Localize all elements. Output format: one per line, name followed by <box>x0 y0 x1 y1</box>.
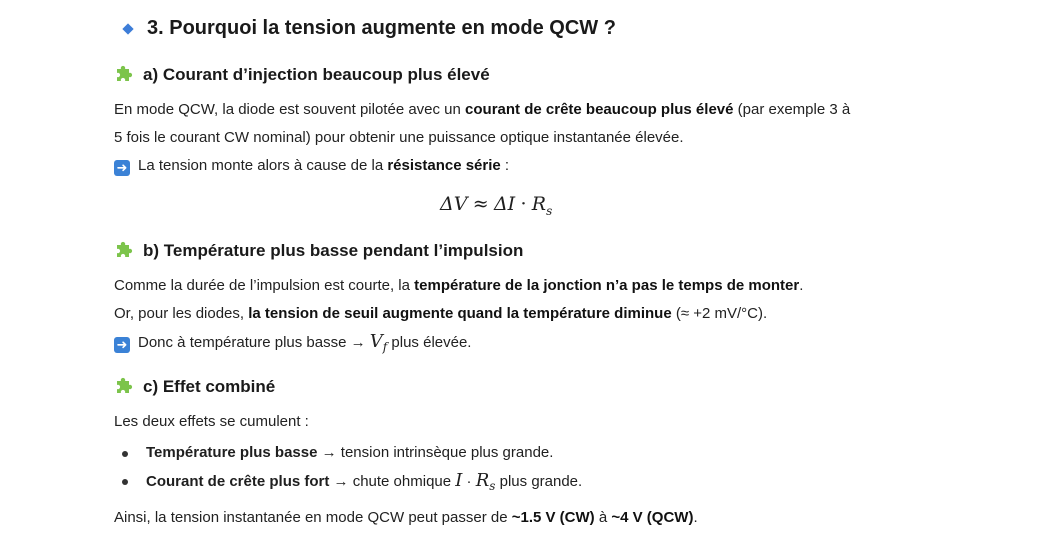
formula-delta-v: $\Delta V \approx \Delta I \cdot R_s$ <box>440 193 553 218</box>
paragraph-b-line3: ➜ Donc à température plus basse → $V_f$ plus élevée. <box>114 328 471 361</box>
heading-part-b: b) Température plus basse pendant l’impulsion <box>114 239 523 261</box>
paragraph-c-intro: Les deux effets se cumulent : <box>114 413 309 430</box>
puzzle-piece-icon <box>114 239 134 259</box>
paragraph-b-line1: Comme la durée de l’impulsion est courte, la température de la jonction n’a pas le temps de monter. <box>114 277 804 294</box>
heading-part-c: c) Effet combiné <box>114 375 275 397</box>
list-item: Température plus basse → tension intrinsèque plus grande. <box>114 439 582 467</box>
right-arrow-icon: ➜ <box>114 337 130 353</box>
paragraph-a-line3: ➜ La tension monte alors à cause de la résistance série : <box>114 152 509 180</box>
puzzle-piece-icon <box>114 375 134 395</box>
paragraph-b-line2: Or, pour les diodes, la tension de seuil augmente quand la température diminue (≈ +2 mV/°C). <box>114 305 768 322</box>
diamond-icon <box>122 23 133 34</box>
list-item: Courant de crête plus fort → chute ohmique $I \cdot R_s$ plus grande. <box>114 467 582 500</box>
effects-list <box>114 439 582 500</box>
heading-part-a: a) Courant d’injection beaucoup plus élevé <box>114 63 490 85</box>
right-arrow-icon: ➜ <box>114 160 130 176</box>
paragraph-a-line1: En mode QCW, la diode est souvent pilotée avec un courant de crête beaucoup plus élevé (par exemple 3 à <box>114 101 851 118</box>
puzzle-piece-icon <box>114 63 134 83</box>
paragraph-a-line2: 5 fois le courant CW nominal) pour obtenir une puissance optique instantanée élevée. <box>114 129 684 146</box>
conclusion: Ainsi, la tension instantanée en mode QCW peut passer de ~1.5 V (CW) à ~4 V (QCW). <box>114 509 698 526</box>
